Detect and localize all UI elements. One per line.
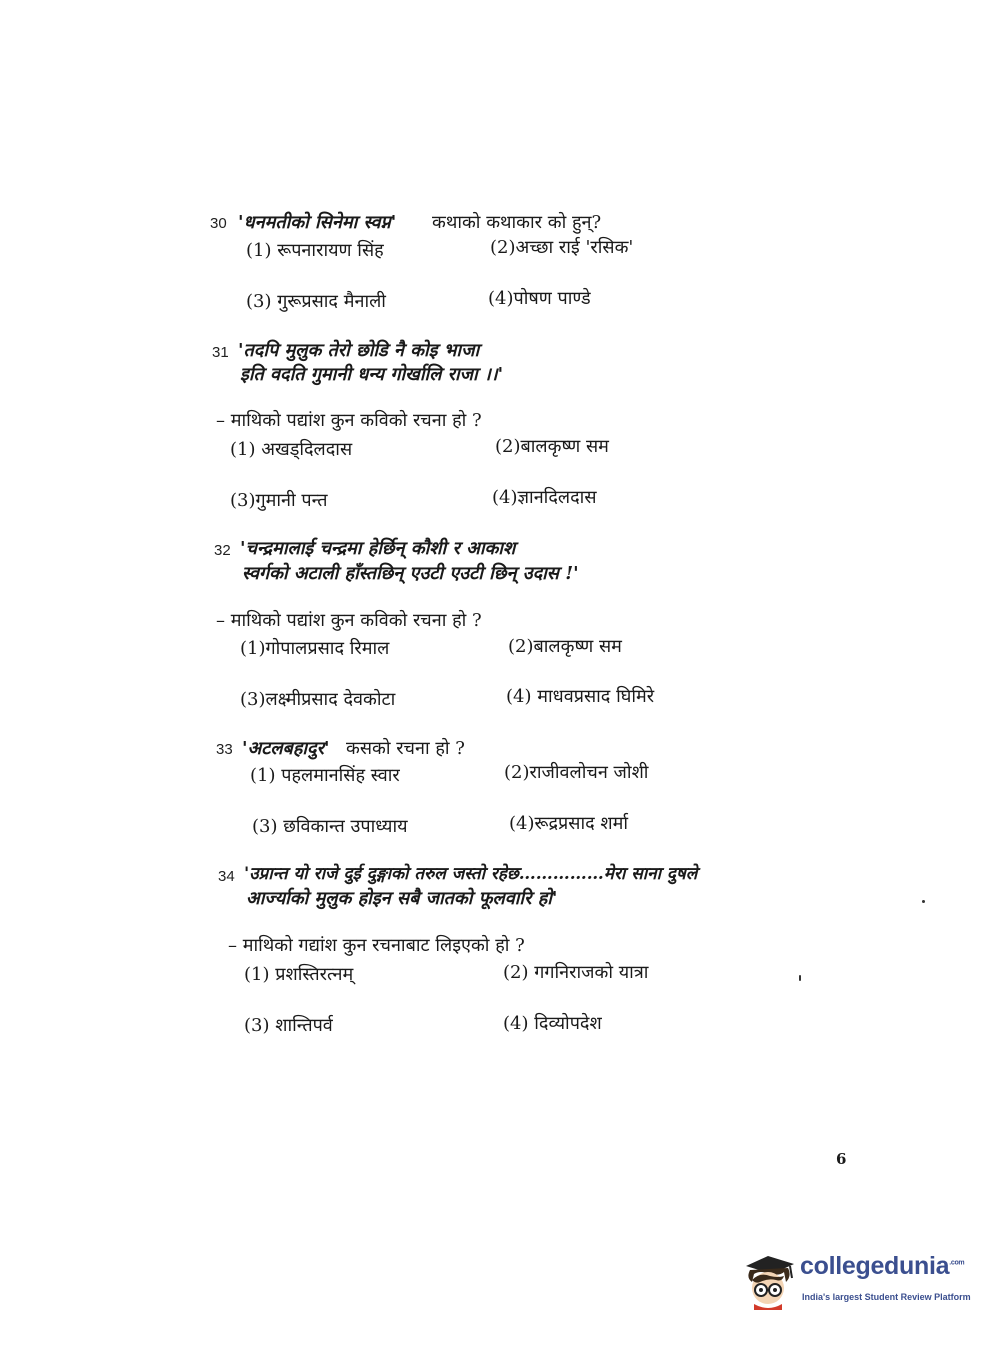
question-stem-text: कथाको कथाकार को हुन्? [432,212,602,233]
option-4: (4) दिव्योपदेश [503,1013,602,1034]
option-4: (4)रूद्रप्रसाद शर्मा [509,813,629,834]
scan-speck [922,900,925,903]
verse-line-1: 'चन्द्रमालाई चन्द्रमा हेर्छिन् कौशी र आकाश [240,538,516,559]
option-2: (2) गगनिराजको यात्रा [503,962,649,983]
verse-line-1: 'तदपि मुलुक तेरो छोडि नै कोइ भाजा [238,340,480,361]
question-stem-text: कसको रचना हो ? [346,738,465,759]
question-number: 34 [218,868,235,885]
passage-line-1: 'उप्रान्त यो राजे दुई दुङ्गाको तरुल जस्तो रहेछ……………मेरा साना दुषले [244,864,698,884]
question-number: 32 [214,542,231,559]
option-1: (1) अखड्‌दिलदास [230,439,353,460]
option-4: (4)ज्ञानदिलदास [492,487,597,508]
option-4: (4)पोषण पाण्डे [488,288,591,309]
option-1: (1) पहलमानसिंह स्वार [250,765,400,786]
option-1: (1)गोपालप्रसाद रिमाल [240,638,390,659]
question-number: 33 [216,741,233,758]
logo-name: collegedunia [800,1252,950,1280]
question-stem-title: 'अटलबहादुर' [242,738,330,759]
logo-suffix: .com [949,1259,965,1267]
question-prompt: – माथिको पद्यांश कुन कविको रचना हो ? [216,410,482,431]
collegedunia-logo [740,1248,980,1312]
verse-line-2: स्वर्गको अटाली हाँस्तछिन् एउटी एउटी छिन् उदास !' [242,563,579,584]
option-3: (3) गुरूप्रसाद मैनाली [246,291,386,312]
option-3: (3) शान्तिपर्व [244,1015,333,1036]
option-2: (2)अच्छा राई 'रसिक' [490,237,634,258]
option-4: (4) माधवप्रसाद घिमिरे [506,686,655,707]
passage-line-2: आर्ज्याको मुलुक होइन सबै जातको फूलवारि हो' [246,888,558,909]
page-number: 6 [836,1150,847,1168]
option-2: (2)राजीवलोचन जोशी [504,762,649,783]
option-3: (3)गुमानी पन्त [230,490,328,511]
option-2: (2)बालकृष्ण सम [508,636,622,657]
option-1: (1) प्रशस्तिरत्नम् [244,964,354,985]
logo-wordmark [800,1252,964,1281]
scan-speck [799,975,801,981]
option-2: (2)बालकृष्ण सम [495,436,609,457]
question-stem-title: 'धनमतीको सिनेमा स्वप्न' [238,212,397,233]
option-1: (1) रूपनारायण सिंह [246,240,384,261]
question-prompt: – माथिको गद्यांश कुन रचनाबाट लिइएको हो ? [228,935,525,956]
option-3: (3)लक्ष्मीप्रसाद देवकोटा [240,689,396,710]
logo-tagline: India's largest Student Review Platform [802,1292,971,1302]
student-mascot-icon [740,1248,798,1312]
question-number: 31 [212,344,229,361]
verse-line-2: इति वदति गुमानी धन्य गोर्खालि राजा ।।' [240,364,504,385]
option-3: (3) छविकान्त उपाध्याय [252,816,408,837]
question-prompt: – माथिको पद्यांश कुन कविको रचना हो ? [216,610,482,631]
question-number: 30 [210,215,227,232]
